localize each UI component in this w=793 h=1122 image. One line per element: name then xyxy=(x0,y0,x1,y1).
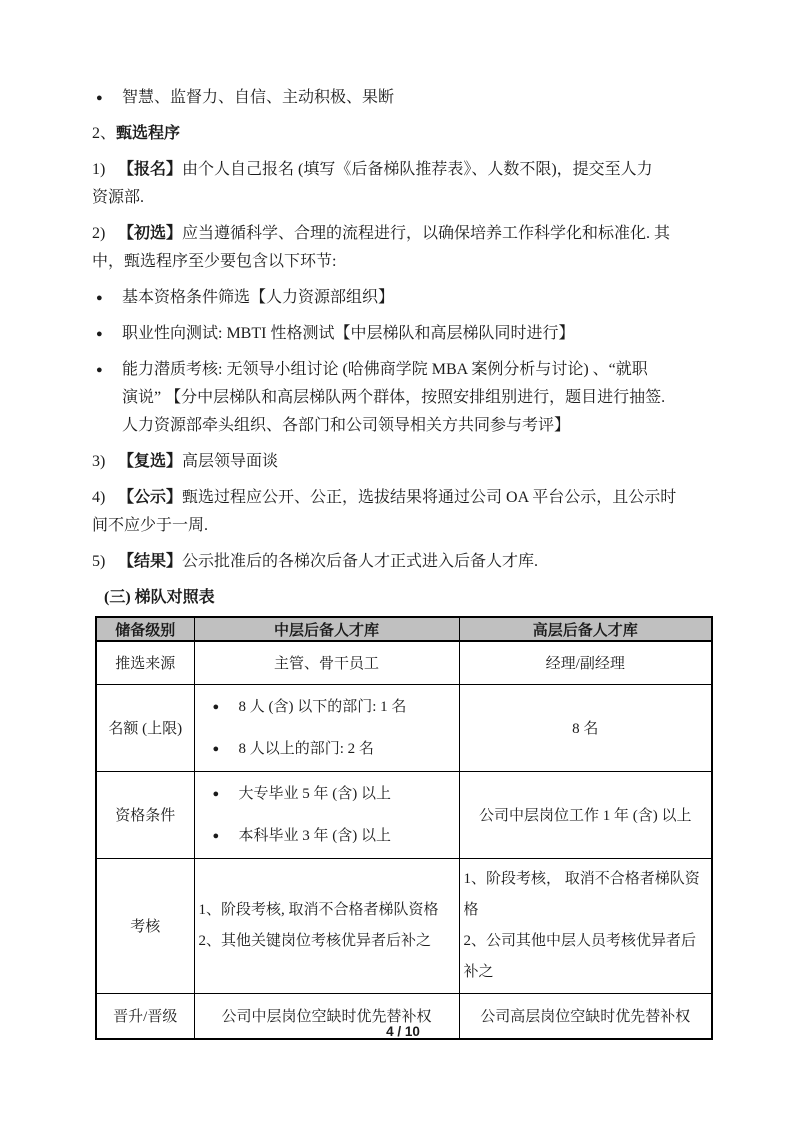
qualification-mid-bullet-2 xyxy=(213,822,457,850)
screening-bullet-3-line1: 能力潜质考核: 无领导小组讨论 (哈佛商学院 MBA 案例分析与讨论) 、“就职 xyxy=(122,361,648,378)
step-2-tag: 【初选】 xyxy=(118,225,183,242)
qualification-mid-bullet-1-text: 大专毕业 5 年 (含) 以上 xyxy=(238,785,391,802)
step-4 xyxy=(92,484,706,540)
quota-high-cell: 8 名 xyxy=(459,684,712,771)
step-2-text xyxy=(118,220,670,248)
assessment-high-line-2: 2、公司其他中层人员考核优异者后补之 xyxy=(463,932,697,980)
assessment-mid-cell xyxy=(194,858,459,993)
table-row-quota xyxy=(96,684,712,771)
bullet-icon: ● xyxy=(212,829,220,842)
step-1-tag: 【报名】 xyxy=(118,161,183,178)
table-row-source xyxy=(96,641,712,684)
header-cell-level: 储备级别 xyxy=(96,617,194,641)
step-3-line1: 高层领导面谈 xyxy=(182,453,279,470)
header-cell-mid: 中层后备人才库 xyxy=(194,617,459,641)
section-title: 甄选程序 xyxy=(116,125,181,142)
screening-bullet-2-text: 职业性向测试: MBTI 性格测试【中层梯队和高层梯队同时进行】 xyxy=(122,325,575,342)
bullet-icon: ● xyxy=(96,364,103,376)
step-1-number: 1) xyxy=(92,161,106,178)
screening-bullet-3-line2: 演说” 【分中层梯队和高层梯队两个群体，按照安排组别进行，题目进行抽签. xyxy=(122,389,666,406)
step-4-line1: 甄选过程应公开、公正，选拔结果将通过公司 OA 平台公示，且公示时 xyxy=(182,489,677,506)
step-3-text xyxy=(118,448,278,476)
quota-mid-bullet-2 xyxy=(213,735,457,763)
step-5-line1: 公示批准后的各梯次后备人才正式进入后备人才库. xyxy=(182,553,539,570)
step-1-text xyxy=(118,156,653,184)
step-4-text xyxy=(118,484,676,512)
table-header-row xyxy=(96,617,712,641)
table-row-qualification xyxy=(96,771,712,858)
step-5-number: 5) xyxy=(92,553,106,570)
bullet-icon: ● xyxy=(96,92,103,104)
step-5-text xyxy=(118,548,538,576)
step-2 xyxy=(92,220,706,276)
quota-mid-bullet-2-text: 8 人以上的部门: 2 名 xyxy=(238,740,374,757)
source-high-cell: 经理/副经理 xyxy=(459,641,712,684)
table-heading: (三) 梯队对照表 xyxy=(104,589,215,606)
step-3-tag: 【复选】 xyxy=(118,453,183,470)
header-cell-high: 高层后备人才库 xyxy=(459,617,712,641)
quota-mid-bullet-1 xyxy=(213,693,457,721)
screening-bullet-1 xyxy=(92,284,706,312)
row-label: 名额 (上限) xyxy=(96,684,194,771)
row-label: 晋升/晋级 xyxy=(96,993,194,1039)
step-4-number: 4) xyxy=(92,489,106,506)
document-body xyxy=(92,84,706,612)
table-row-assessment xyxy=(96,858,712,993)
bullet-icon: ● xyxy=(212,742,220,755)
bullet-icon: ● xyxy=(96,292,103,304)
qualification-high-cell: 公司中层岗位工作 1 年 (含) 以上 xyxy=(459,771,712,858)
screening-bullet-2 xyxy=(92,320,706,348)
qualification-mid-bullet-1 xyxy=(213,780,457,808)
quota-mid-bullet-1-text: 8 人 (含) 以下的部门: 1 名 xyxy=(238,698,407,715)
row-label: 考核 xyxy=(96,858,194,993)
step-3 xyxy=(92,448,706,476)
step-2-number: 2) xyxy=(92,225,106,242)
qualification-mid-bullet-2-text: 本科毕业 3 年 (含) 以上 xyxy=(238,827,391,844)
page-number: 4 / 10 xyxy=(386,1024,420,1039)
step-2-line2: 中，甄选程序至少要包含以下环节: xyxy=(92,253,337,270)
assessment-mid-line-1: 1、阶段考核, 取消不合格者梯队资格 xyxy=(198,901,439,918)
ladder-comparison-table xyxy=(95,616,713,1040)
qualification-mid-cell xyxy=(194,771,459,858)
step-3-number: 3) xyxy=(92,453,106,470)
step-1-line2: 资源部. xyxy=(92,189,145,206)
bullet-icon: ● xyxy=(212,700,220,713)
source-mid-cell: 主管、骨干员工 xyxy=(194,641,459,684)
assessment-mid-line-2: 2、其他关键岗位考核优异者后补之 xyxy=(198,932,432,949)
promotion-high-cell: 公司高层岗位空缺时优先替补权 xyxy=(459,993,712,1039)
section-heading xyxy=(92,120,706,148)
traits-text: 智慧、监督力、自信、主动积极、果断 xyxy=(122,89,395,106)
promotion-mid-cell: 公司中层岗位空缺时优先替补权 xyxy=(194,993,459,1039)
screening-bullet-3-line3: 人力资源部牵头组织、各部门和公司领导相关方共同参与考评】 xyxy=(122,417,571,434)
screening-bullet-3 xyxy=(92,356,706,440)
assessment-high-cell xyxy=(459,858,712,993)
bullet-icon: ● xyxy=(96,328,103,340)
row-label: 资格条件 xyxy=(96,771,194,858)
step-1 xyxy=(92,156,706,212)
step-2-line1: 应当遵循科学、合理的流程进行，以确保培养工作科学化和标准化. 其 xyxy=(182,225,671,242)
row-label: 推选来源 xyxy=(96,641,194,684)
traits-bullet-line xyxy=(92,84,706,112)
step-1-line1: 由个人自己报名 (填写《后备梯队推荐表》、人数不限)，提交至人力 xyxy=(182,161,653,178)
step-5 xyxy=(92,548,706,576)
step-4-tag: 【公示】 xyxy=(118,489,183,506)
assessment-high-line-1: 1、阶段考核， 取消不合格者梯队资格 xyxy=(463,870,700,918)
section-number: 2、 xyxy=(92,125,117,142)
step-4-line2: 间不应少于一周. xyxy=(92,517,209,534)
quota-mid-cell xyxy=(194,684,459,771)
screening-bullet-1-text: 基本资格条件筛选【人力资源部组织】 xyxy=(122,289,395,306)
step-5-tag: 【结果】 xyxy=(118,553,183,570)
bullet-icon: ● xyxy=(212,787,220,800)
